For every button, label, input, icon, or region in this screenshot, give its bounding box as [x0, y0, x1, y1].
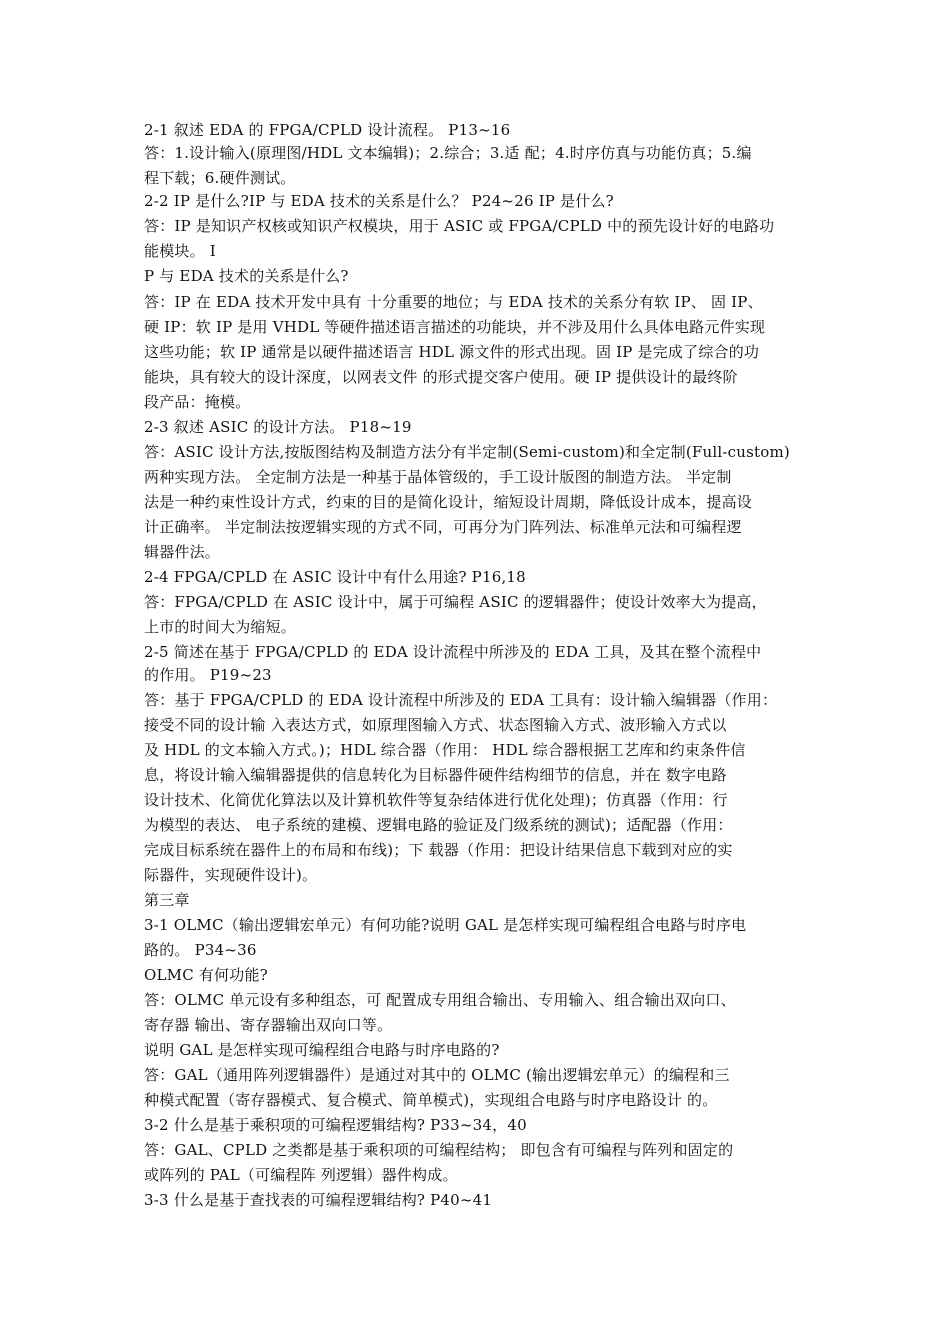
- text-line: 路的。 P34~36: [144, 941, 257, 959]
- text-line: 这些功能；软 IP 通常是以硬件描述语言 HDL 源文件的形式出现。固 IP 是完成了综合的功: [144, 343, 760, 361]
- text-line: 答：ASIC 设计方法,按版图结构及制造方法分有半定制(Semi-custom)和全定制(Full-custom): [144, 443, 790, 461]
- text-line: 计正确率。 半定制法按逻辑实现的方式不同，可再分为门阵列法、标准单元法和可编程逻: [144, 518, 742, 536]
- text-line: 辑器件法。: [144, 543, 221, 561]
- text-line: 接受不同的设计输 入表达方式，如原理图输入方式、状态图输入方式、波形输入方式以: [144, 716, 727, 734]
- text-line: 段产品：掩模。: [144, 393, 251, 411]
- text-line: 或阵列的 PAL（可编程阵 列逻辑）器件构成。: [144, 1166, 458, 1184]
- text-line: 为模型的表达、 电子系统的建模、逻辑电路的验证及门级系统的测试)；适配器（作用：: [144, 816, 733, 834]
- text-line: 说明 GAL 是怎样实现可编程组合电路与时序电路的?: [144, 1041, 500, 1059]
- text-line: 寄存器 输出、寄存器输出双向口等。: [144, 1016, 393, 1034]
- text-line: 两种实现方法。 全定制方法是一种基于晶体管级的，手工设计版图的制造方法。 半定制: [144, 468, 732, 486]
- text-line: P 与 EDA 技术的关系是什么?: [144, 267, 349, 285]
- text-line: 答：OLMC 单元设有多种组态，可 配置成专用组合输出、专用输入、组合输出双向口、: [144, 991, 736, 1009]
- text-line: 能块，具有较大的设计深度，以网表文件 的形式提交客户使用。硬 IP 提供设计的最终阶: [144, 368, 738, 386]
- text-line: 种模式配置（寄存器模式、复合模式、简单模式)，实现组合电路与时序电路设计 的。: [144, 1091, 718, 1109]
- text-line: 第三章: [144, 891, 190, 909]
- text-line: 程下载；6.硬件测试。: [144, 169, 296, 187]
- text-line: 答：GAL（通用阵列逻辑器件）是通过对其中的 OLMC (输出逻辑宏单元）的编程和三: [144, 1066, 730, 1084]
- text-line: 法是一种约束性设计方式，约束的目的是简化设计，缩短设计周期，降低设计成本，提高设: [144, 493, 753, 511]
- text-line: 上市的时间大为缩短。: [144, 618, 297, 636]
- text-line: OLMC 有何功能?: [144, 966, 268, 984]
- text-line: 2-2 IP 是什么?IP 与 EDA 技术的关系是什么？ P24~26 IP 是什么?: [144, 192, 614, 210]
- text-line: 答：1.设计输入(原理图/HDL 文本编辑)；2.综合；3.适 配；4.时序仿真与功能仿真；5.编: [144, 144, 752, 162]
- text-line: 2-5 简述在基于 FPGA/CPLD 的 EDA 设计流程中所涉及的 EDA 工具，及其在整个流程中: [144, 643, 762, 661]
- text-line: 完成目标系统在器件上的布局和布线)；下 载器（作用：把设计结果信息下载到对应的实: [144, 841, 733, 859]
- text-line: 答：基于 FPGA/CPLD 的 EDA 设计流程中所涉及的 EDA 工具有：设计输入编辑器（作用：: [144, 691, 778, 709]
- text-line: 际器件，实现硬件设计)。: [144, 866, 318, 884]
- text-line: 答：FPGA/CPLD 在 ASIC 设计中，属于可编程 ASIC 的逻辑器件；使设计效率大为提高，: [144, 593, 767, 611]
- text-line: 2-3 叙述 ASIC 的设计方法。 P18~19: [144, 418, 412, 436]
- text-line: 息，将设计输入编辑器提供的信息转化为目标器件硬件结构细节的信息，并在 数字电路: [144, 766, 727, 784]
- text-line: 答：IP 在 EDA 技术开发中具有 十分重要的地位；与 EDA 技术的关系分有软 IP、 固 IP、: [144, 293, 763, 311]
- text-line: 2-1 叙述 EDA 的 FPGA/CPLD 设计流程。 P13~16: [144, 121, 511, 139]
- text-line: 硬 IP：软 IP 是用 VHDL 等硬件描述语言描述的功能块，并不涉及用什么具体电路元件实现: [144, 318, 766, 336]
- text-line: 能模块。 I: [144, 242, 216, 260]
- text-line: 答：IP 是知识产权核或知识产权模块，用于 ASIC 或 FPGA/CPLD 中的预先设计好的电路功: [144, 217, 775, 235]
- text-line: 答：GAL、CPLD 之类都是基于乘积项的可编程结构； 即包含有可编程与阵列和固定的: [144, 1141, 734, 1159]
- text-line: 及 HDL 的文本输入方式。)；HDL 综合器（作用： HDL 综合器根据工艺库和约束条件信: [144, 741, 746, 759]
- text-line: 3-1 OLMC（输出逻辑宏单元）有何功能?说明 GAL 是怎样实现可编程组合电路与时序电: [144, 916, 747, 934]
- text-line: 3-3 什么是基于查找表的可编程逻辑结构? P40~41: [144, 1191, 493, 1209]
- text-line: 3-2 什么是基于乘积项的可编程逻辑结构? P33~34，40: [144, 1116, 527, 1134]
- text-line: 设计技术、化简优化算法以及计算机软件等复杂结体进行优化处理)；仿真器（作用：行: [144, 791, 728, 809]
- text-line: 的作用。 P19~23: [144, 666, 272, 684]
- text-line: 2-4 FPGA/CPLD 在 ASIC 设计中有什么用途? P16,18: [144, 568, 526, 586]
